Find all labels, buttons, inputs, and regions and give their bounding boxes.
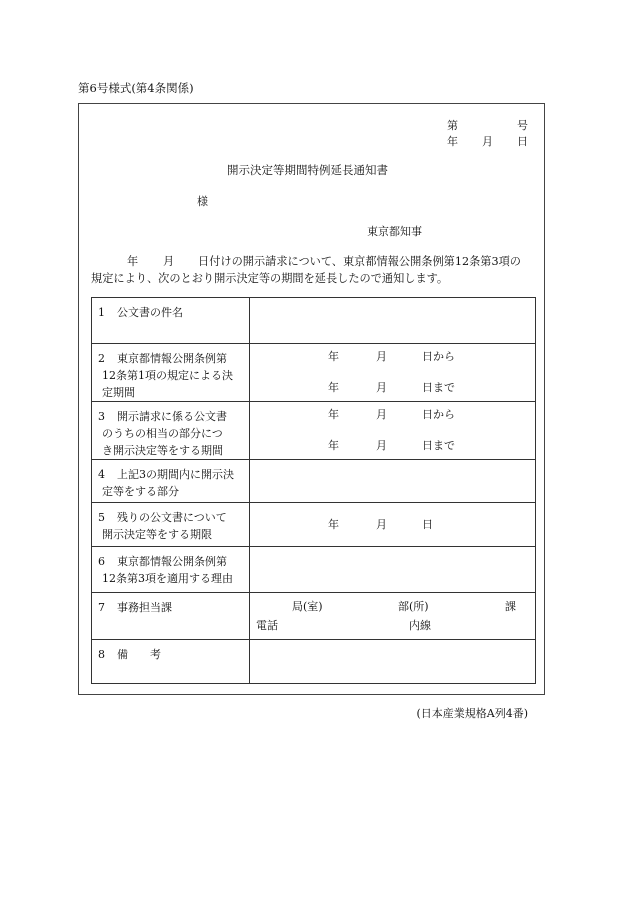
table-row <box>92 547 536 593</box>
form-number-label: 第6号様式(第4条関係) <box>78 81 194 95</box>
header-month: 月 <box>482 135 493 148</box>
table-row <box>92 402 536 460</box>
header-year: 年 <box>447 135 458 148</box>
table-row <box>92 640 536 684</box>
table-row <box>92 460 536 503</box>
row-3-value[interactable]: 年 月 日から 年 月 日まで <box>250 402 536 460</box>
row-4-value[interactable] <box>250 460 536 503</box>
table-row <box>92 593 536 640</box>
details-table <box>91 297 536 684</box>
row-2-label: 2 東京都情報公開条例第 12条第1項の規定による決 定期間 <box>92 344 250 402</box>
intro-line2: 規定により、次のとおり開示決定等の期間を延長したので通知します。 <box>91 272 449 285</box>
intro-month: 月 <box>163 255 175 268</box>
row-5-label: 5 残りの公文書について 開示決定等をする期限 <box>92 503 250 547</box>
row-1-value[interactable] <box>250 298 536 344</box>
number-prefix: 第 <box>447 119 458 132</box>
table-row <box>92 344 536 402</box>
jis-paper-size-note: (日本産業規格A列4番) <box>416 707 528 720</box>
row-5-value[interactable]: 年 月 日 <box>250 503 536 547</box>
row-1-label: 1 公文書の件名 <box>92 298 250 344</box>
row-2-value[interactable]: 年 月 日から 年 月 日まで <box>250 344 536 402</box>
row-8-label: 8 備 考 <box>92 640 250 684</box>
header-day: 日 <box>517 135 528 148</box>
table-row <box>92 503 536 547</box>
document-title: 開示決定等期間特例延長通知書 <box>227 163 388 177</box>
row-8-value[interactable] <box>250 640 536 684</box>
row-6-label: 6 東京都情報公開条例第 12条第3項を適用する理由 <box>92 547 250 593</box>
row-6-value[interactable] <box>250 547 536 593</box>
row-7-label: 7 事務担当課 <box>92 593 250 640</box>
table-row <box>92 298 536 344</box>
intro-year: 年 <box>127 255 139 268</box>
addressee-suffix: 様 <box>197 195 208 208</box>
number-suffix: 号 <box>517 119 528 132</box>
sender-name: 東京都知事 <box>367 225 422 238</box>
row-3-label: 3 開示請求に係る公文書 のうちの相当の部分につ き開示決定等をする期間 <box>92 402 250 460</box>
row-4-label: 4 上記3の期間内に開示決 定等をする部分 <box>92 460 250 503</box>
intro-line1: 日付けの開示請求について、東京都情報公開条例第12条第3項の <box>198 255 521 268</box>
row-7-value[interactable]: 局(室) 部(所) 課 電話 内線 <box>250 593 536 640</box>
